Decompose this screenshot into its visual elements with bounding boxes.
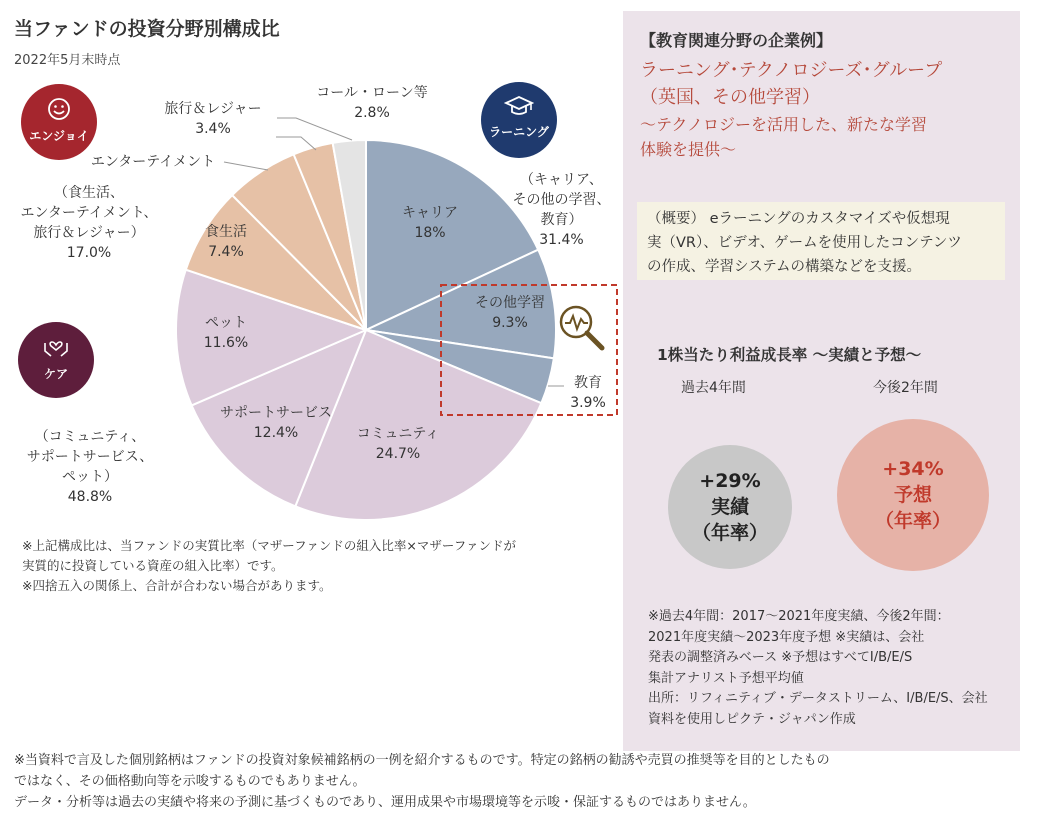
forecast-growth-bubble	[837, 419, 989, 571]
slice-label-career: キャリア 18%	[402, 205, 458, 241]
panel-heading: 【教育関連分野の企業例】	[640, 31, 833, 50]
care-badge-label: ケア	[43, 367, 68, 381]
forecast-growth-label: 予想	[893, 484, 932, 506]
slice-label-pet: ペット 11.6%	[203, 315, 249, 351]
panel-footnote: ※過去4年間：2017～2021年度実績、今後2年間： 2021年度実績～2023年度予想 ※実績は、会社 発表の調整済みベース ※予想はすべてI/B/E/S 集計アナリスト予想平均値 出所：リフィニティブ・データストリーム、I/B/E/S、会社 資料を使用しピクテ・ジャパン作成	[648, 609, 988, 727]
care-group-text: （コミュニティ、 サポートサービス、 ペット） 48.8%	[26, 429, 154, 505]
slice-label-education: 教育 3.9%	[570, 375, 606, 411]
enjoy-badge-label: エンジョイ	[29, 129, 89, 143]
slice-label-other-learning: その他学習 9.3%	[475, 295, 545, 331]
learning-badge	[481, 82, 557, 158]
composition-notes: ※上記構成比は、当ファンドの実質比率（マザーファンドの組入比率×マザーファンドが 実質的に投資している資産の組入比率）です。 ※四捨五入の関係上、合計が合わない場合があります。	[22, 538, 516, 593]
company-summary: （概要） eラーニングのカスタマイズや仮想現 実（VR）、ビデオ、ゲームを使用したコンテンツ の作成、学習システムの構築などを支援。	[637, 202, 1005, 280]
slice-label-support: サポートサービス 12.4%	[220, 405, 332, 441]
caring-hands-icon	[42, 334, 70, 360]
slice-label-cash: コール・ローン等 2.8%	[316, 85, 428, 121]
slice-label-community: コミュニティ 24.7%	[356, 426, 440, 462]
future-period-label: 今後2年間	[873, 380, 938, 396]
as-of-date: 2022年5月末時点	[14, 53, 121, 68]
learning-group-text: （キャリア、 その他の学習、 教育） 31.4%	[512, 172, 611, 248]
learning-badge-label: ラーニング	[489, 125, 549, 139]
actual-growth-sub: （年率）	[691, 522, 768, 544]
actual-growth-value: +29%	[699, 470, 761, 492]
page-title: 当ファンドの投資分野別構成比	[14, 18, 280, 40]
graduation-cap-icon	[504, 94, 534, 118]
magnifier-icon	[556, 302, 608, 354]
actual-growth-bubble	[668, 445, 792, 569]
company-example-panel	[623, 11, 1020, 751]
enjoy-group-text: （食生活、 エンターテイメント、 旅行＆レジャー） 17.0%	[20, 185, 158, 261]
company-name: ラーニング･テクノロジーズ･グループ （英国、その他学習）	[640, 60, 943, 108]
actual-growth-label: 実績	[710, 496, 749, 518]
care-badge	[18, 322, 94, 398]
leader-line-entertainment	[224, 162, 268, 170]
smile-icon	[46, 96, 72, 122]
slice-label-entertainment: エンターテイメント	[90, 154, 216, 170]
eps-growth-title: 1株当たり利益成長率 ～実績と予想～	[657, 346, 922, 364]
enjoy-badge	[21, 84, 97, 160]
slice-label-food: 食生活 7.4%	[205, 224, 247, 260]
past-period-label: 過去4年間	[681, 380, 746, 396]
forecast-growth-value: +34%	[882, 458, 944, 480]
forecast-growth-sub: （年率）	[874, 510, 951, 532]
company-tagline: ～テクノロジーを活用した、新たな学習 体験を提供～	[640, 115, 928, 159]
slice-label-travel: 旅行＆レジャー 3.4%	[164, 101, 262, 137]
disclaimer: ※当資料で言及した個別銘柄はファンドの投資対象候補銘柄の一例を紹介するものです。特定の銘柄の勧誘や売買の推奨等を目的としたもの ではなく、その価格動向等を示唆するものでもありません。 データ・分析等は過去の実績や将来の予測に基づくものであり、運用成果や市場環境等を示唆・保証するものではありません。	[14, 753, 830, 810]
